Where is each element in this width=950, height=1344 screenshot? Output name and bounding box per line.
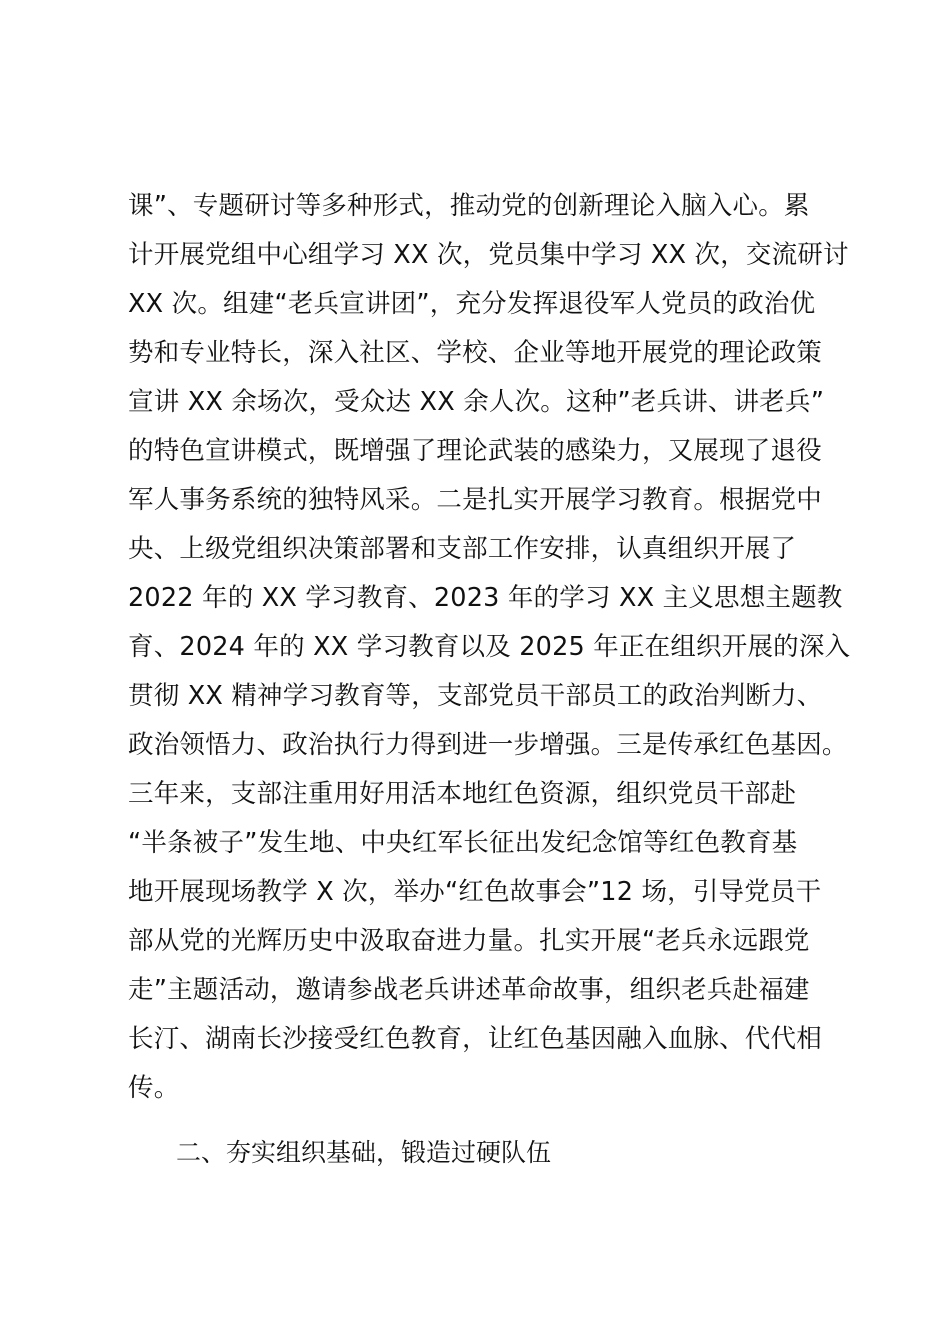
paragraph-line: 的特色宣讲模式，既增强了理论武装的感染力，又展现了退役 [128,436,822,466]
paragraph-line: 贯彻 XX 精神学习教育等，支部党员干部员工的政治判断力、 [128,681,823,711]
paragraph-line: 课”、专题研讨等多种形式，推动党的创新理论入脑入心。累 [128,191,810,221]
paragraph-line: 地开展现场教学 X 次，举办“红色故事会”12 场，引导党员干 [128,877,822,907]
paragraph-line: “半条被子”发生地、中央红军长征出发纪念馆等红色教育基 [128,828,798,858]
paragraph-line: 长汀、湖南长沙接受红色教育，让红色基因融入血脉、代代相 [128,1024,822,1054]
body-paragraph [128,182,928,1113]
paragraph-line: 政治领悟力、政治执行力得到进一步增强。三是传承红色基因。 [128,730,848,760]
paragraph-line: 计开展党组中心组学习 XX 次，党员集中学习 XX 次，交流研讨 [128,240,849,270]
paragraph-line: 部从党的光辉历史中汲取奋进力量。扎实开展“老兵永远跟党 [128,926,810,956]
paragraph-line: 势和专业特长，深入社区、学校、企业等地开展党的理论政策 [128,338,822,368]
paragraph-line: 军人事务系统的独特风采。二是扎实开展学习教育。根据党中 [128,485,822,515]
paragraph-line: 宣讲 XX 余场次，受众达 XX 余人次。这种”老兵讲、讲老兵” [128,387,825,417]
paragraph-line: 走”主题活动，邀请参战老兵讲述革命故事，组织老兵赴福建 [128,975,810,1005]
paragraph-line: 传。 [128,1073,180,1103]
paragraph-line: 2022 年的 XX 学习教育、2023 年的学习 XX 主义思想主题教 [128,583,843,613]
paragraph-line: 三年来，支部注重用好用活本地红色资源，组织党员干部赴 [128,779,797,809]
paragraph-line: 央、上级党组织决策部署和支部工作安排，认真组织开展了 [128,534,797,564]
paragraph-line: XX 次。组建“老兵宣讲团”，充分发挥退役军人党员的政治优 [128,289,816,319]
paragraph-line: 育、2024 年的 XX 学习教育以及 2025 年正在组织开展的深入 [128,632,851,662]
section-heading: 二、夯实组织基础，锻造过硬队伍 [176,1138,552,1167]
